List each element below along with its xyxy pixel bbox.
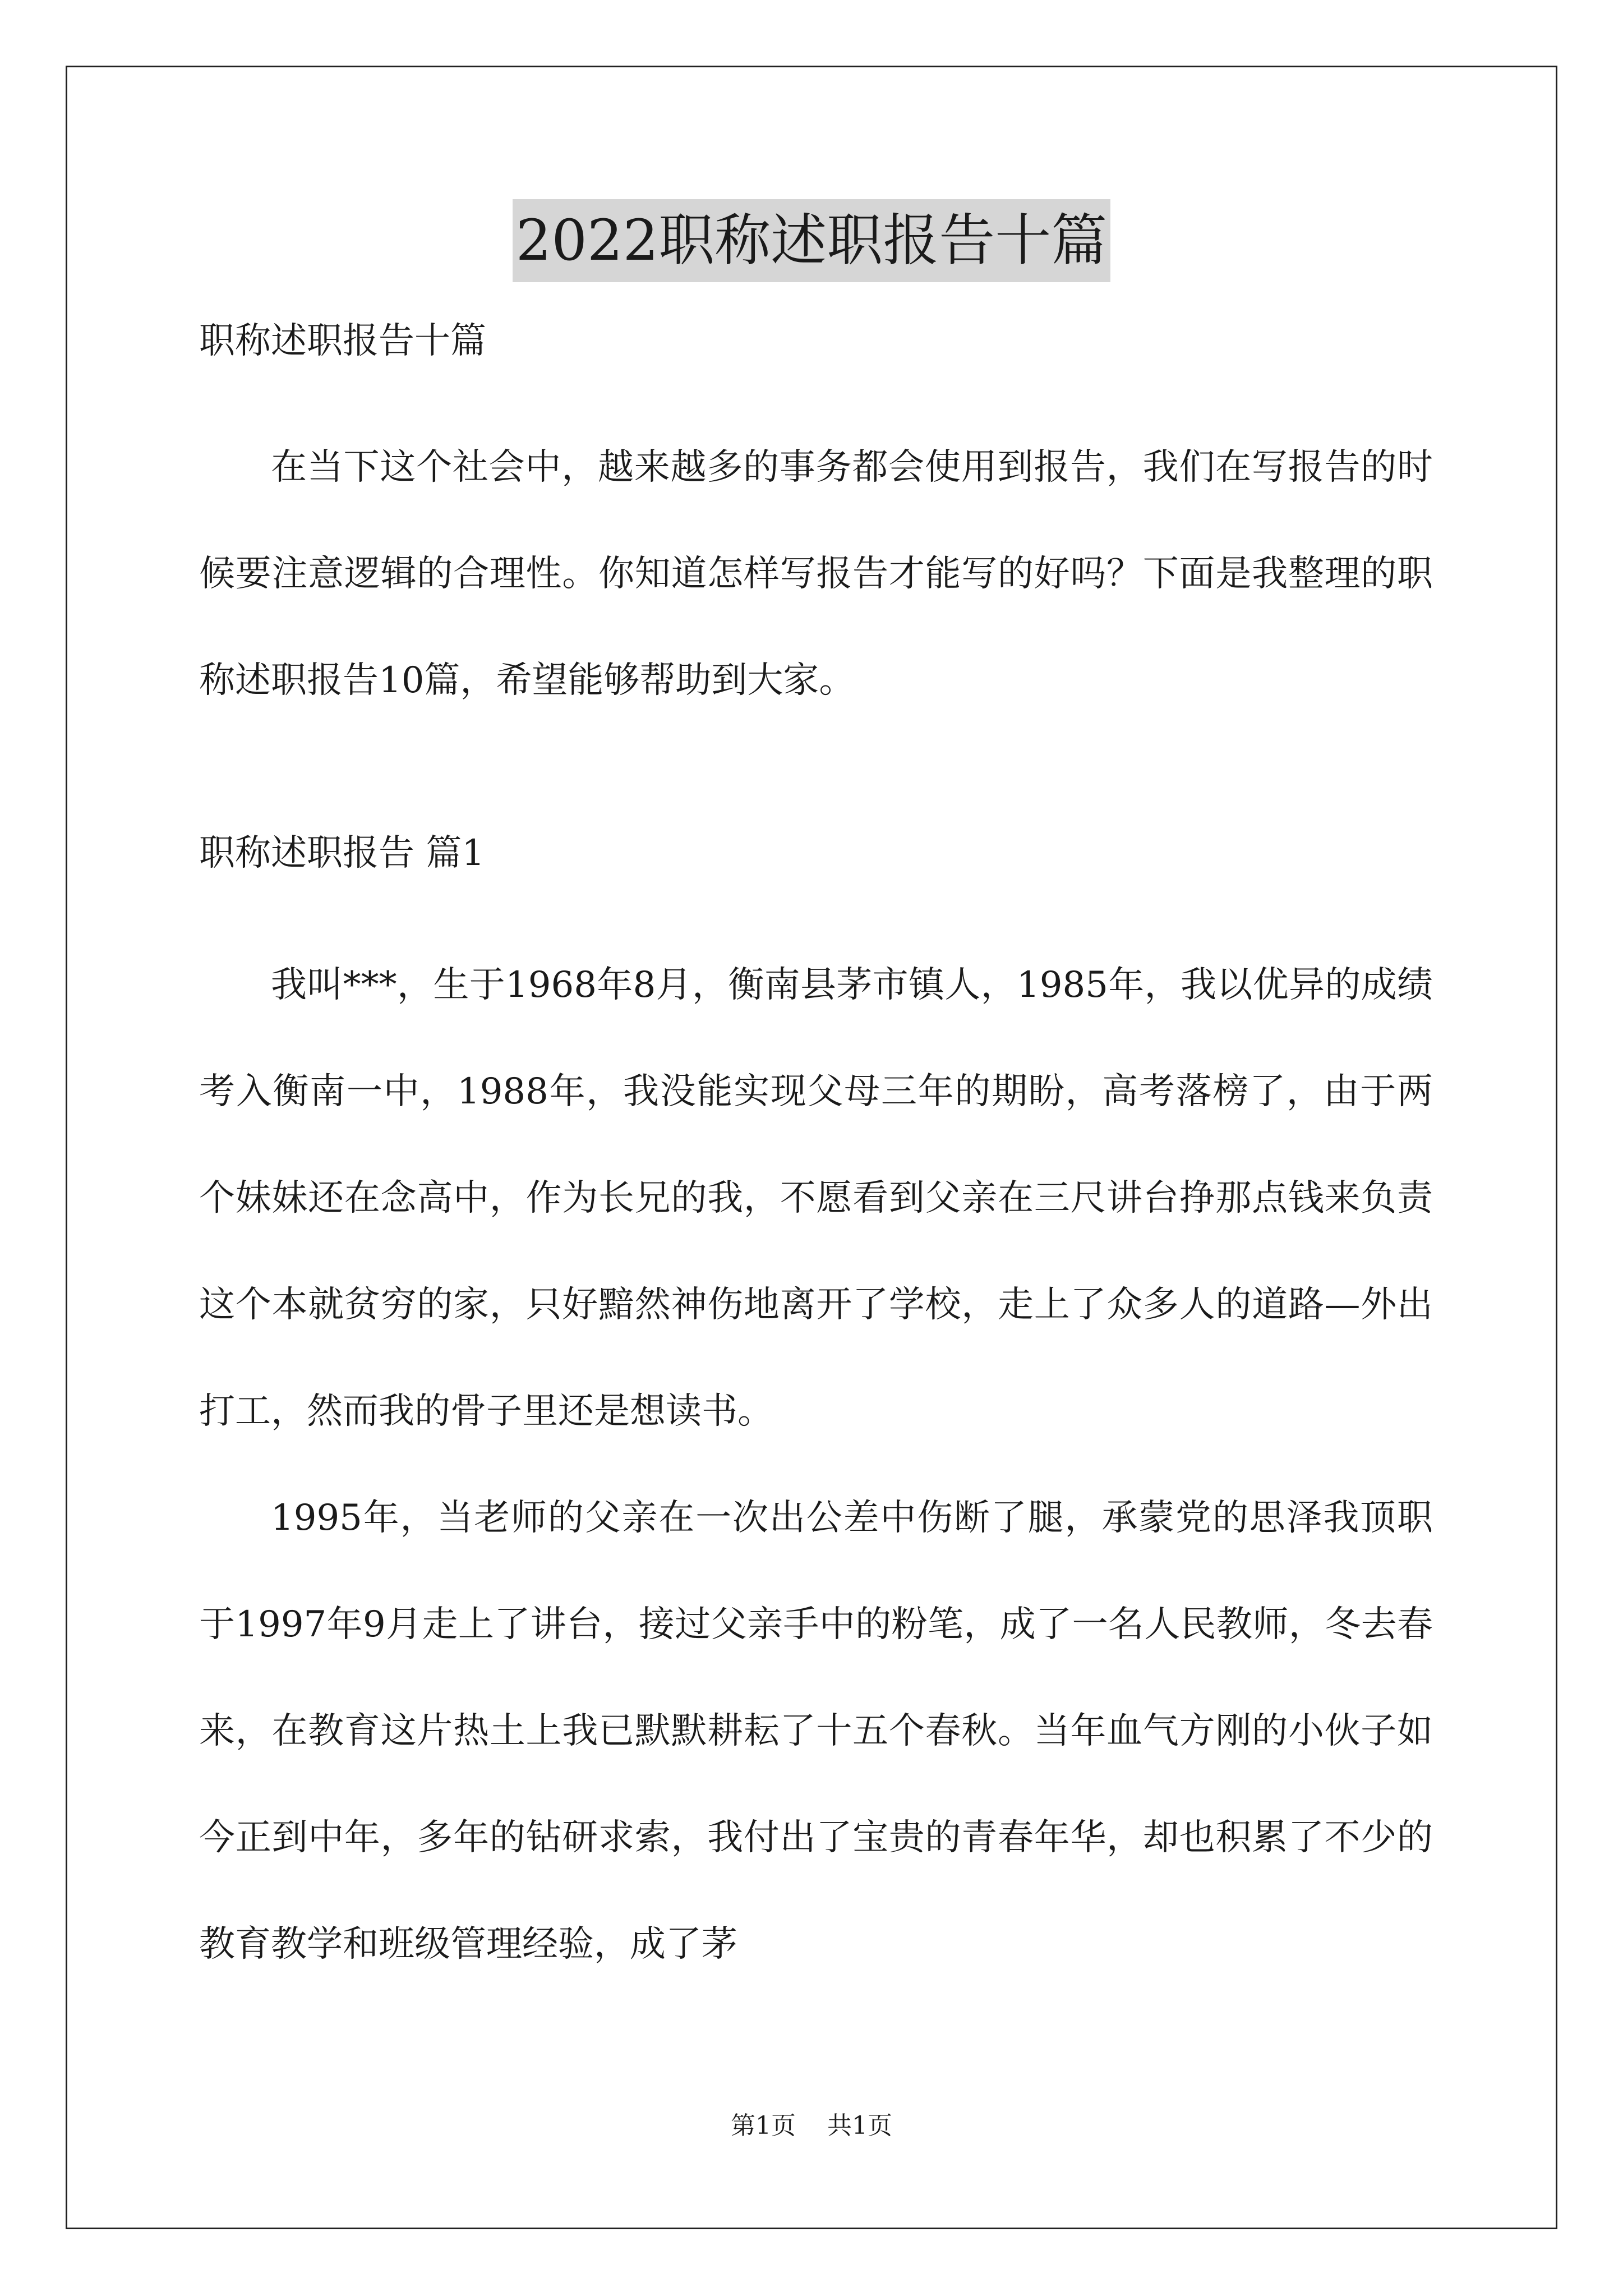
document-body — [199, 314, 1433, 1998]
title-container — [0, 199, 1623, 282]
intro-paragraph: 在当下这个社会中，越来越多的事务都会使用到报告，我们在写报告的时候要注意逻辑的合理性。你知道怎样写报告才能写的好吗？下面是我整理的职称述职报告10篇，希望能够帮助到大家。 — [199, 447, 1433, 701]
body-paragraph: 1995年，当老师的父亲在一次出公差中伤断了腿，承蒙党的思泽我顶职于1997年9月走上了讲台，接过父亲手中的粉笔，成了一名人民教师，冬去春来，在教育这片热土上我已默默耕耘了十五个春秋。当年血气方刚的小伙子如今正到中年，多年的钻研求索，我付出了宝贵的青春年华，却也积累了不少的教育教学和班级管理经验，成了茅 — [199, 1497, 1433, 1965]
page-total: 共1页 — [827, 2111, 892, 2140]
body-paragraph: 我叫***，生于1968年8月，衡南县茅市镇人，1985年，我以优异的成绩考入衡南一中，1988年，我没能实现父母三年的期盼，高考落榜了，由于两个妹妹还在念高中，作为长兄的我，不愿看到父亲在三尺讲台挣那点钱来负责这个本就贫穷的家，只好黯然神伤地离开了学校，走上了众多人的道路—外出打工，然而我的骨子里还是想读书。 — [199, 964, 1433, 1432]
section-heading: 职称述职报告 篇1 — [199, 832, 485, 874]
page-number: 第1页 — [731, 2111, 796, 2140]
document-title: 2022职称述职报告十篇 — [513, 199, 1111, 282]
document-subtitle: 职称述职报告十篇 — [199, 320, 486, 362]
page-footer — [0, 2109, 1623, 2143]
